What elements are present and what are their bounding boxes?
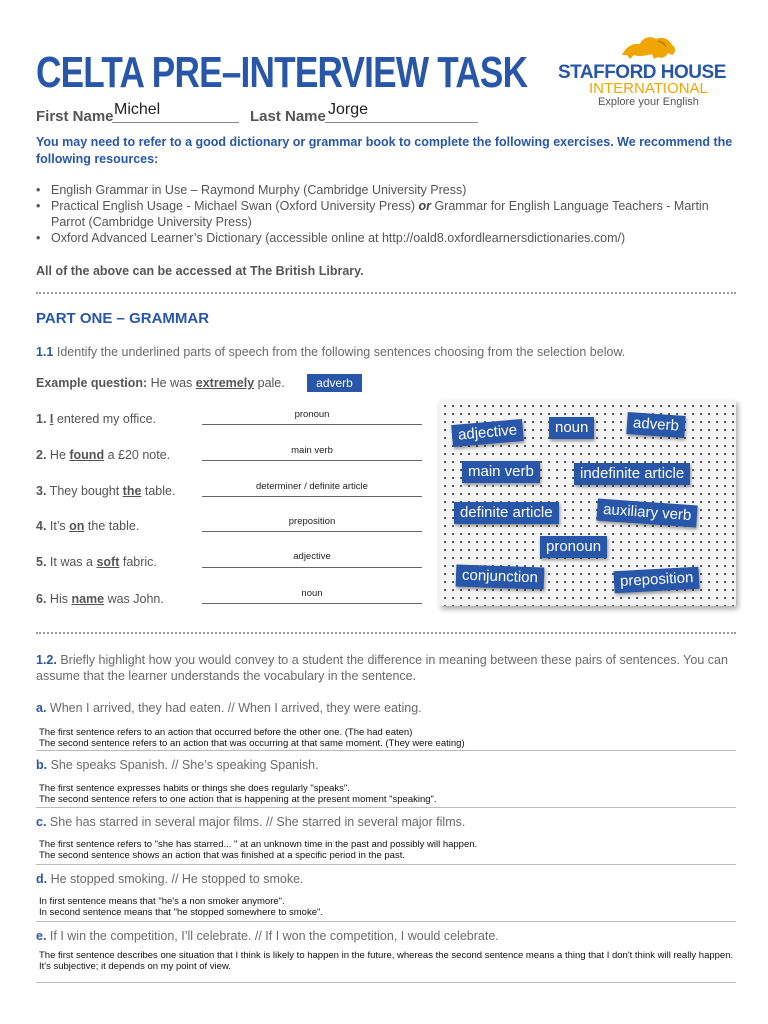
answer-field[interactable]: In first sentence means that "he's a non smoker anymore". In second sentence means that "he stopped somewhere to smoke".: [39, 896, 323, 918]
sentence-text: It was a: [46, 555, 97, 569]
sentence-pair: [36, 815, 736, 829]
resource-text: Practical English Usage - Michael Swan (Oxford University Press): [51, 199, 419, 213]
resource-text: Oxford Advanced Learner’s Dictionary (accessible online at http://oald8.oxfordlearnersdictionaries.com/): [51, 231, 626, 245]
sentence-pair: [36, 929, 736, 943]
pair-prompt: When I arrived, they had eaten. // When I arrived, they were eating.: [46, 701, 422, 715]
resource-text: English Grammar in Use – Raymond Murphy (Cambridge University Press): [51, 183, 467, 197]
sentence-number: 2.: [36, 448, 47, 462]
sentence-underlined: soft: [96, 555, 120, 569]
pair-letter: b.: [36, 758, 48, 772]
sentence-text: the table.: [84, 519, 140, 533]
question-1-2: [36, 652, 736, 684]
logo-subtitle: INTERNATIONAL: [589, 80, 708, 97]
question-number: 1.1: [36, 345, 54, 359]
word-tile: adjective: [451, 419, 524, 447]
sentence-row: [36, 519, 139, 533]
sentence-row: [36, 555, 157, 569]
word-tile: pronoun: [540, 536, 607, 558]
sentence-text: His: [46, 592, 72, 606]
divider: [36, 632, 736, 634]
first-name-underline: [112, 122, 239, 123]
sentence-number: 1.: [36, 412, 47, 426]
word-tile: adverb: [626, 412, 685, 438]
question-text: Briefly highlight how you would convey to a student the difference in meaning between these pairs of sentences. You can assume that the learner understands the vocabulary in the sentence.: [36, 653, 728, 683]
resource-list: [36, 182, 736, 246]
answer-underline: [36, 982, 736, 983]
resource-text: Grammar for English Language Teachers - Martin Parrot (Cambridge University Press): [51, 199, 709, 229]
sentence-row: [36, 412, 156, 426]
example-underlined: extremely: [195, 376, 255, 390]
answer-underline: [36, 864, 736, 865]
answer-field[interactable]: The first sentence describes one situation that I think is likely to happen in the future, whereas the second sentence means a thing that I don't think will really happen. It's subjective; it depends on my point of view.: [39, 950, 734, 972]
sentence-text: entered my office.: [53, 412, 157, 426]
first-name-field[interactable]: Michel: [114, 101, 161, 118]
lion-icon: [618, 33, 678, 61]
sentence-text: table.: [141, 484, 176, 498]
sentence-row: [36, 592, 164, 606]
pair-letter: d.: [36, 872, 48, 886]
word-tile: main verb: [462, 461, 540, 483]
sentence-text: They bought: [46, 484, 123, 498]
answer-underline: [202, 567, 422, 568]
sentence-text: was John.: [104, 592, 164, 606]
question-1-1: [36, 344, 625, 360]
word-tile: definite article: [454, 502, 559, 524]
access-note: All of the above can be accessed at The British Library.: [36, 264, 364, 278]
list-item: [36, 230, 736, 246]
intro-text: You may need to refer to a good dictionary or grammar book to complete the following exercises. We recommend the following resources:: [36, 135, 733, 166]
answer-underline: [36, 750, 736, 751]
pair-letter: a.: [36, 701, 47, 715]
example-question: [36, 376, 285, 390]
word-tile: auxiliary verb: [596, 499, 698, 528]
pair-prompt: If I win the competition, I’ll celebrate. // If I won the competition, I would celebrate.: [46, 929, 499, 943]
answer-underline: [202, 460, 422, 461]
answer-underline: [202, 496, 422, 497]
answer-field[interactable]: pronoun: [294, 409, 330, 420]
sentence-underlined: the: [122, 484, 142, 498]
question-number: 1.2.: [36, 653, 57, 667]
part-one-heading: PART ONE – GRAMMAR: [36, 310, 210, 327]
logo-name: STAFFORD HOUSE: [558, 62, 726, 83]
answer-underline: [36, 807, 736, 808]
word-board: [439, 400, 736, 606]
sentence-pair: [36, 872, 736, 886]
pair-letter: c.: [36, 815, 47, 829]
sentence-underlined: on: [69, 519, 85, 533]
list-item: [36, 182, 736, 198]
pair-prompt: She speaks Spanish. // She’s speaking Spanish.: [47, 758, 319, 772]
answer-field[interactable]: adjective: [293, 551, 331, 562]
answer-field[interactable]: main verb: [291, 445, 333, 456]
sentence-number: 4.: [36, 519, 47, 533]
sentence-underlined: name: [71, 592, 105, 606]
answer-underline: [202, 424, 422, 425]
question-text: Identify the underlined parts of speech from the following sentences choosing from the selection below.: [53, 345, 626, 359]
logo-tagline: Explore your English: [598, 96, 699, 108]
last-name-field[interactable]: Jorge: [328, 101, 369, 118]
sentence-text: It’s: [46, 519, 70, 533]
answer-field[interactable]: The first sentence expresses habits or things she does regularly "speaks". The second sentence refers to one action that is happening at the present moment "speaking".: [39, 783, 437, 805]
sentence-text: a £20 note.: [104, 448, 171, 462]
answer-field[interactable]: determiner / definite article: [256, 481, 368, 492]
sentence-number: 3.: [36, 484, 47, 498]
answer-underline: [202, 603, 422, 604]
answer-field[interactable]: The first sentence refers to an action that occurred before the other one. (The had eaten) The second sentence refers to an action that was occurring at that same moment. (They were eating): [39, 727, 465, 749]
last-name-underline: [325, 122, 478, 123]
example-text: He was: [147, 376, 196, 390]
page-title: CELTA PRE–INTERVIEW TASK: [36, 48, 528, 97]
answer-field[interactable]: preposition: [288, 516, 336, 527]
sentence-pair: [36, 758, 736, 772]
sentence-text: fabric.: [119, 555, 157, 569]
answer-underline: [202, 531, 422, 532]
example-answer-badge: adverb: [307, 374, 362, 392]
first-name-label: First Name: [36, 108, 114, 125]
word-tile: noun: [549, 417, 594, 439]
pair-letter: e.: [36, 929, 47, 943]
sentence-number: 5.: [36, 555, 47, 569]
list-item: [36, 198, 736, 230]
divider: [36, 292, 736, 294]
example-label: Example question:: [36, 376, 148, 390]
resource-or: or: [418, 199, 431, 213]
sentence-text: He: [46, 448, 70, 462]
sentence-number: 6.: [36, 592, 47, 606]
answer-underline: [36, 921, 736, 922]
sentence-row: [36, 448, 170, 462]
word-tile: conjunction: [456, 564, 545, 589]
pair-prompt: He stopped smoking. // He stopped to smoke.: [47, 872, 304, 886]
last-name-label: Last Name: [250, 108, 326, 125]
sentence-underlined: I: [49, 412, 54, 426]
word-tile: indefinite article: [574, 463, 690, 485]
answer-field[interactable]: noun: [301, 588, 323, 599]
sentence-underlined: found: [69, 448, 105, 462]
sentence-pair: [36, 701, 736, 715]
example-text: pale.: [254, 376, 285, 390]
sentence-row: [36, 484, 175, 498]
answer-field[interactable]: The first sentence refers to "she has starred... " at an unknown time in the past and possibly will happen. The second sentence shows an action that was finished at a specific period in the past.: [39, 839, 478, 861]
word-tile: preposition: [613, 567, 699, 593]
pair-prompt: She has starred in several major films. // She starred in several major films.: [46, 815, 466, 829]
